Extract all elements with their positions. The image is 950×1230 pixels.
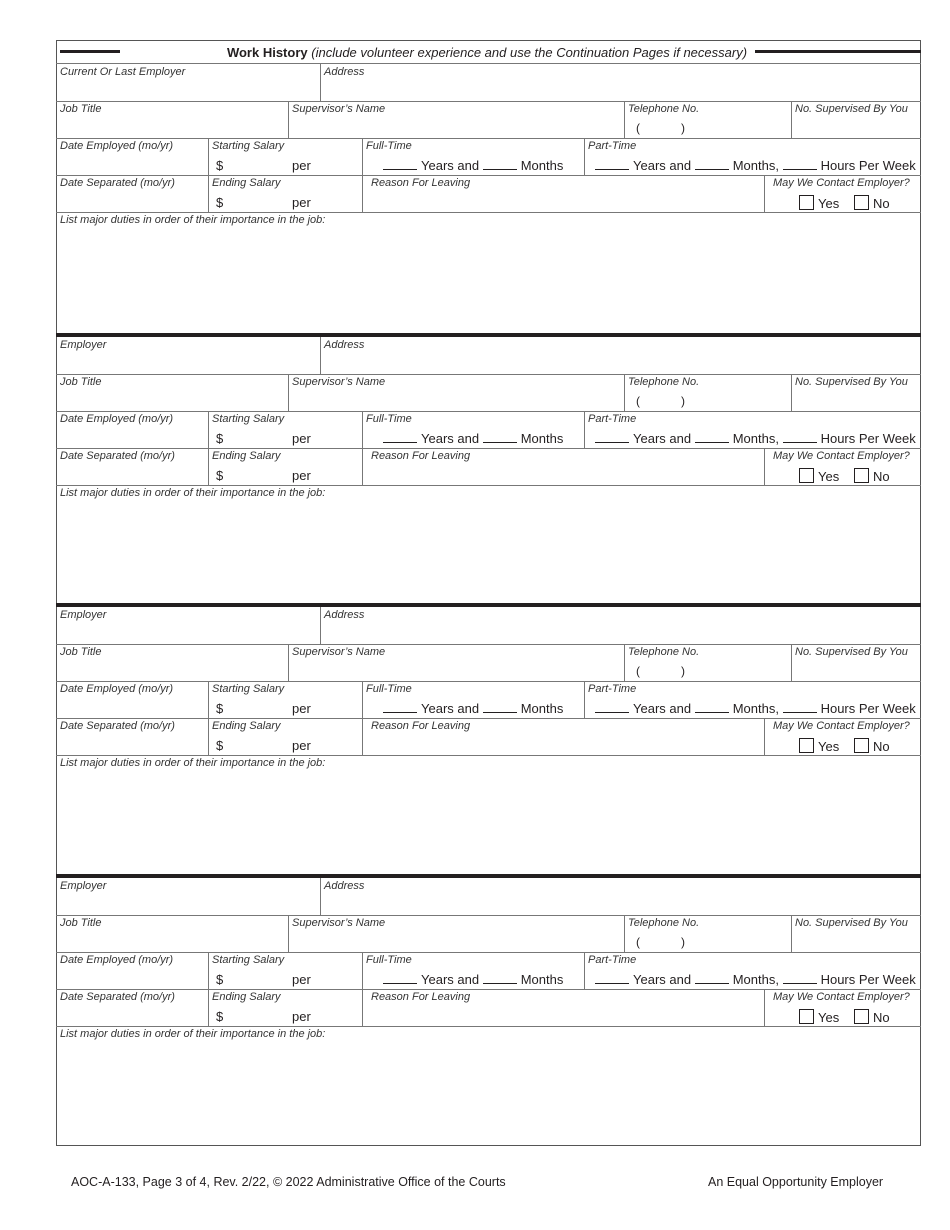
- part-time-duration: Years and Months, Hours Per Week: [595, 972, 916, 987]
- duties-label: List major duties in order of their importance in the job:: [60, 487, 326, 499]
- dollar-sign: $: [216, 431, 224, 446]
- job-title-label: Job Title: [60, 376, 102, 388]
- may-contact-label: May We Contact Employer?: [773, 177, 910, 189]
- employer-label: Employer: [60, 339, 107, 351]
- no-checkbox[interactable]: [854, 468, 869, 483]
- dollar-sign: $: [216, 158, 224, 173]
- part-time-duration: Years and Months, Hours Per Week: [595, 701, 916, 716]
- top-border: [56, 40, 921, 41]
- part-time-duration: Years and Months, Hours Per Week: [595, 431, 916, 446]
- per-label: per: [292, 1009, 311, 1024]
- employer-block-4: [56, 878, 921, 1148]
- yes-checkbox[interactable]: [799, 1009, 814, 1024]
- may-contact-label: May We Contact Employer?: [773, 991, 910, 1003]
- phone-paren-close: ): [681, 121, 685, 135]
- full-time-duration: Years and Months: [383, 431, 563, 446]
- part-time-duration: Years and Months, Hours Per Week: [595, 158, 916, 173]
- yes-checkbox[interactable]: [799, 738, 814, 753]
- contact-yes-option[interactable]: Yes: [799, 195, 839, 211]
- may-contact-label: May We Contact Employer?: [773, 720, 910, 732]
- per-label: per: [292, 431, 311, 446]
- yes-checkbox[interactable]: [799, 195, 814, 210]
- telephone-label: Telephone No.: [628, 103, 700, 115]
- per-label: per: [292, 468, 311, 483]
- supervisor-label: Supervisor’s Name: [292, 646, 386, 658]
- part-time-label: Part-Time: [588, 683, 637, 695]
- employer-block-3: [56, 607, 921, 877]
- date-employed-label: Date Employed (mo/yr): [60, 413, 174, 425]
- section-title: Work History: [226, 45, 308, 60]
- contact-yes-option[interactable]: Yes: [799, 1009, 839, 1025]
- block-divider: [56, 603, 921, 607]
- ending-salary-label: Ending Salary: [212, 177, 281, 189]
- phone-paren-open: (: [636, 394, 640, 408]
- dollar-sign: $: [216, 1009, 224, 1024]
- duties-label: List major duties in order of their importance in the job:: [60, 757, 326, 769]
- reason-leaving-label: Reason For Leaving: [371, 991, 471, 1003]
- reason-leaving-label: Reason For Leaving: [371, 720, 471, 732]
- dollar-sign: $: [216, 701, 224, 716]
- per-label: per: [292, 701, 311, 716]
- date-separated-label: Date Separated (mo/yr): [60, 720, 175, 732]
- contact-yes-option[interactable]: Yes: [799, 738, 839, 754]
- contact-no-option[interactable]: No: [854, 1009, 890, 1025]
- section-title-bar: [56, 44, 921, 64]
- address-label: Address: [324, 339, 365, 351]
- dollar-sign: $: [216, 195, 224, 210]
- no-supervised-label: No. Supervised By You: [795, 376, 908, 388]
- job-title-label: Job Title: [60, 917, 102, 929]
- duties-label: List major duties in order of their importance in the job:: [60, 214, 326, 226]
- full-time-label: Full-Time: [366, 413, 412, 425]
- date-employed-label: Date Employed (mo/yr): [60, 954, 174, 966]
- telephone-label: Telephone No.: [628, 917, 700, 929]
- date-separated-label: Date Separated (mo/yr): [60, 991, 175, 1003]
- per-label: per: [292, 195, 311, 210]
- no-checkbox[interactable]: [854, 1009, 869, 1024]
- ending-salary-label: Ending Salary: [212, 991, 281, 1003]
- reason-leaving-label: Reason For Leaving: [371, 177, 471, 189]
- part-time-label: Part-Time: [588, 413, 637, 425]
- phone-paren-open: (: [636, 935, 640, 949]
- contact-no-option[interactable]: No: [854, 738, 890, 754]
- phone-paren-close: ): [681, 664, 685, 678]
- footer-eoe: An Equal Opportunity Employer: [708, 1175, 884, 1189]
- phone-paren-close: ): [681, 394, 685, 408]
- per-label: per: [292, 972, 311, 987]
- duties-label: List major duties in order of their importance in the job:: [60, 1028, 326, 1040]
- dollar-sign: $: [216, 738, 224, 753]
- phone-paren-close: ): [681, 935, 685, 949]
- phone-paren-open: (: [636, 121, 640, 135]
- job-title-label: Job Title: [60, 103, 102, 115]
- contact-no-option[interactable]: No: [854, 195, 890, 211]
- employer-block-2: [56, 337, 921, 607]
- employer-block-1: [56, 64, 921, 334]
- employer-label: Employer: [60, 609, 107, 621]
- telephone-label: Telephone No.: [628, 376, 700, 388]
- employer-label: Employer: [60, 880, 107, 892]
- no-supervised-label: No. Supervised By You: [795, 103, 908, 115]
- part-time-label: Part-Time: [588, 954, 637, 966]
- address-label: Address: [324, 66, 365, 78]
- employer-label: Current Or Last Employer: [60, 66, 186, 78]
- date-employed-label: Date Employed (mo/yr): [60, 683, 174, 695]
- section-note: (include volunteer experience and use the Continuation Pages if necessary): [311, 45, 748, 60]
- telephone-label: Telephone No.: [628, 646, 700, 658]
- full-time-duration: Years and Months: [383, 972, 563, 987]
- date-separated-label: Date Separated (mo/yr): [60, 177, 175, 189]
- date-separated-label: Date Separated (mo/yr): [60, 450, 175, 462]
- full-time-duration: Years and Months: [383, 158, 563, 173]
- starting-salary-label: Starting Salary: [212, 413, 285, 425]
- ending-salary-label: Ending Salary: [212, 720, 281, 732]
- may-contact-label: May We Contact Employer?: [773, 450, 910, 462]
- full-time-duration: Years and Months: [383, 701, 563, 716]
- address-label: Address: [324, 880, 365, 892]
- no-supervised-label: No. Supervised By You: [795, 917, 908, 929]
- job-title-label: Job Title: [60, 646, 102, 658]
- yes-checkbox[interactable]: [799, 468, 814, 483]
- starting-salary-label: Starting Salary: [212, 683, 285, 695]
- supervisor-label: Supervisor’s Name: [292, 917, 386, 929]
- per-label: per: [292, 738, 311, 753]
- supervisor-label: Supervisor’s Name: [292, 376, 386, 388]
- block-divider: [56, 333, 921, 337]
- contact-no-option[interactable]: No: [854, 468, 890, 484]
- contact-yes-option[interactable]: Yes: [799, 468, 839, 484]
- no-checkbox[interactable]: [854, 195, 869, 210]
- reason-leaving-label: Reason For Leaving: [371, 450, 471, 462]
- per-label: per: [292, 158, 311, 173]
- no-supervised-label: No. Supervised By You: [795, 646, 908, 658]
- date-employed-label: Date Employed (mo/yr): [60, 140, 174, 152]
- dollar-sign: $: [216, 972, 224, 987]
- starting-salary-label: Starting Salary: [212, 140, 285, 152]
- part-time-label: Part-Time: [588, 140, 637, 152]
- block-divider: [56, 874, 921, 878]
- dollar-sign: $: [216, 468, 224, 483]
- full-time-label: Full-Time: [366, 954, 412, 966]
- full-time-label: Full-Time: [366, 683, 412, 695]
- supervisor-label: Supervisor’s Name: [292, 103, 386, 115]
- no-checkbox[interactable]: [854, 738, 869, 753]
- full-time-label: Full-Time: [366, 140, 412, 152]
- phone-paren-open: (: [636, 664, 640, 678]
- ending-salary-label: Ending Salary: [212, 450, 281, 462]
- starting-salary-label: Starting Salary: [212, 954, 285, 966]
- address-label: Address: [324, 609, 365, 621]
- footer-form-id: AOC-A-133, Page 3 of 4, Rev. 2/22, © 2022 Administrative Office of the Courts: [71, 1175, 506, 1189]
